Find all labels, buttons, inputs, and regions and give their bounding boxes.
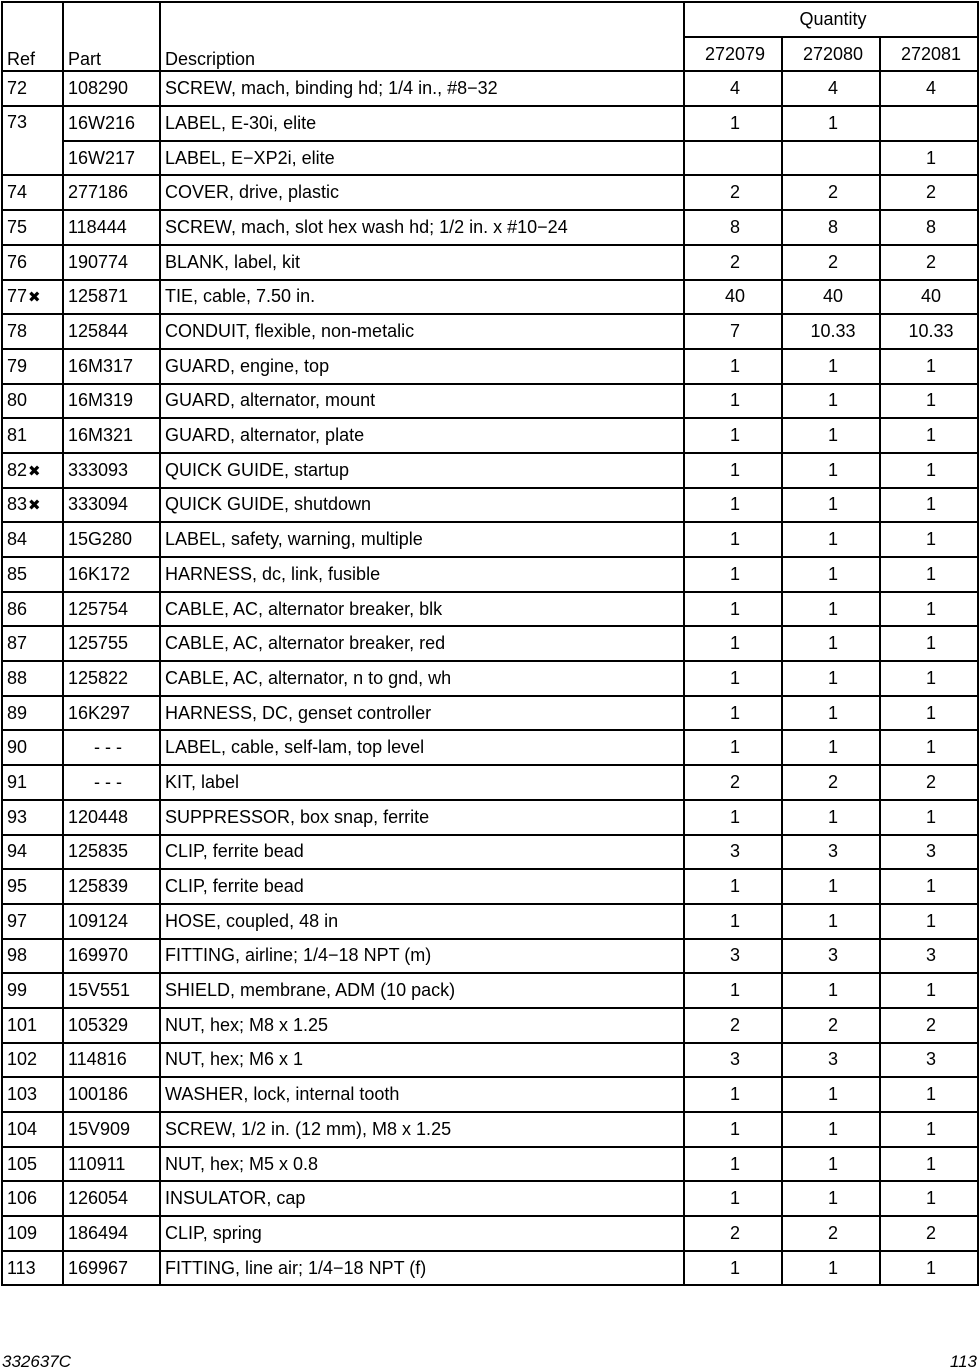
ref-cell (2, 626, 63, 661)
ref-number: 75 (7, 216, 28, 237)
header-row-top (2, 2, 978, 37)
table-row (2, 488, 978, 523)
part-number-cell: 277186 (63, 175, 160, 210)
description-cell: SCREW, mach, slot hex wash hd; 1/2 in. x #10−24 (160, 210, 684, 245)
quantity-cell-2: 1 (782, 904, 880, 939)
table-row (2, 106, 978, 141)
quantity-cell-1: 1 (684, 800, 782, 835)
description-cell: HARNESS, dc, link, fusible (160, 557, 684, 592)
quantity-cell-3: 1 (880, 522, 978, 557)
ref-number: 91 (7, 771, 28, 792)
ref-number: 99 (7, 980, 28, 1001)
table-row (2, 141, 978, 176)
table-row (2, 696, 978, 731)
description-cell: HARNESS, DC, genset controller (160, 696, 684, 731)
ref-number: 90 (7, 737, 28, 758)
table-row (2, 1008, 978, 1043)
quantity-cell-2: 2 (782, 245, 880, 280)
ref-number: 87 (7, 633, 28, 654)
quantity-cell-3: 1 (880, 904, 978, 939)
header-part: Part (63, 2, 160, 71)
part-number-cell: 126054 (63, 1181, 160, 1216)
quantity-cell-1: 3 (684, 835, 782, 870)
quantity-cell-2: 2 (782, 175, 880, 210)
quantity-cell-3: 1 (880, 973, 978, 1008)
part-number-cell: 16K297 (63, 696, 160, 731)
ref-number: 72 (7, 78, 28, 99)
ref-number: 97 (7, 910, 28, 931)
quantity-cell-1: 40 (684, 280, 782, 315)
quantity-cell-1: 1 (684, 1147, 782, 1182)
quantity-cell-1: 1 (684, 453, 782, 488)
description-cell: LABEL, E−XP2i, elite (160, 141, 684, 176)
quantity-cell-2: 40 (782, 280, 880, 315)
quantity-cell-3: 2 (880, 1216, 978, 1251)
parts-list-table (1, 1, 979, 1286)
table-row (2, 71, 978, 106)
ref-cell (2, 106, 63, 175)
ref-number: 74 (7, 182, 28, 203)
ref-cell (2, 349, 63, 384)
quantity-cell-3: 2 (880, 765, 978, 800)
part-number-cell: 16K172 (63, 557, 160, 592)
table-row (2, 349, 978, 384)
quantity-cell-2: 10.33 (782, 314, 880, 349)
quantity-cell-2: 1 (782, 349, 880, 384)
part-number-cell: 15V909 (63, 1112, 160, 1147)
document-number: 332637C (2, 1352, 72, 1371)
quantity-cell-3: 1 (880, 141, 978, 176)
quantity-cell-2: 1 (782, 973, 880, 1008)
description-cell: WASHER, lock, internal tooth (160, 1077, 684, 1112)
part-number-cell: 16W217 (63, 141, 160, 176)
quantity-cell-1: 1 (684, 973, 782, 1008)
header-ref: Ref (2, 2, 63, 71)
part-number-cell: 109124 (63, 904, 160, 939)
quantity-cell-2: 2 (782, 1008, 880, 1043)
ref-cell (2, 973, 63, 1008)
quantity-cell-1: 1 (684, 1181, 782, 1216)
ref-cell (2, 384, 63, 419)
part-number-cell: 105329 (63, 1008, 160, 1043)
quantity-cell-3: 4 (880, 71, 978, 106)
quantity-cell-2: 1 (782, 1112, 880, 1147)
quantity-cell-2: 1 (782, 106, 880, 141)
quantity-cell-1: 1 (684, 1251, 782, 1286)
quantity-cell-2: 3 (782, 835, 880, 870)
quantity-cell-1: 1 (684, 106, 782, 141)
ref-number: 104 (7, 1118, 38, 1139)
ref-number: 83 (7, 494, 28, 515)
quantity-cell-3: 1 (880, 869, 978, 904)
quantity-cell-3: 1 (880, 730, 978, 765)
ref-number: 84 (7, 529, 28, 550)
ref-number: 78 (7, 321, 28, 342)
description-cell: INSULATOR, cap (160, 1181, 684, 1216)
table-row (2, 245, 978, 280)
quantity-cell-2: 1 (782, 557, 880, 592)
ref-cell (2, 453, 63, 488)
quantity-cell-3: 2 (880, 245, 978, 280)
part-number-cell: 16M317 (63, 349, 160, 384)
table-row (2, 626, 978, 661)
ref-number: 80 (7, 390, 28, 411)
ref-number: 76 (7, 251, 28, 272)
part-number-cell: 100186 (63, 1077, 160, 1112)
table-row (2, 453, 978, 488)
ref-cell (2, 418, 63, 453)
quantity-cell-1: 1 (684, 592, 782, 627)
description-cell: KIT, label (160, 765, 684, 800)
ref-number: 73 (7, 112, 28, 133)
description-cell: NUT, hex; M6 x 1 (160, 1043, 684, 1078)
quantity-cell-2: 1 (782, 384, 880, 419)
table-row (2, 418, 978, 453)
part-number-cell: 16M321 (63, 418, 160, 453)
quantity-cell-1: 8 (684, 210, 782, 245)
table-row (2, 904, 978, 939)
part-number-cell: 169970 (63, 939, 160, 974)
table-row (2, 1147, 978, 1182)
not-shown-mark-icon: ✖ (28, 289, 41, 307)
part-number-cell: 125871 (63, 280, 160, 315)
ref-cell (2, 1043, 63, 1078)
ref-cell (2, 71, 63, 106)
ref-number: 103 (7, 1084, 38, 1105)
description-cell: BLANK, label, kit (160, 245, 684, 280)
description-cell: CLIP, ferrite bead (160, 835, 684, 870)
description-cell: CLIP, ferrite bead (160, 869, 684, 904)
description-cell: SHIELD, membrane, ADM (10 pack) (160, 973, 684, 1008)
part-number-cell: 333093 (63, 453, 160, 488)
quantity-cell-1: 2 (684, 1216, 782, 1251)
ref-number: 82 (7, 459, 28, 480)
not-shown-mark-icon: ✖ (28, 462, 41, 480)
table-row (2, 1043, 978, 1078)
table-row (2, 939, 978, 974)
quantity-cell-3: 1 (880, 418, 978, 453)
quantity-cell-1: 1 (684, 384, 782, 419)
ref-cell (2, 661, 63, 696)
quantity-cell-1: 1 (684, 522, 782, 557)
description-cell: COVER, drive, plastic (160, 175, 684, 210)
quantity-cell-1: 1 (684, 349, 782, 384)
table-row (2, 765, 978, 800)
quantity-cell-2: 1 (782, 488, 880, 523)
ref-cell (2, 1008, 63, 1043)
quantity-cell-3: 1 (880, 453, 978, 488)
table-row (2, 800, 978, 835)
header-model-3: 272081 (880, 37, 978, 72)
quantity-cell-1: 2 (684, 765, 782, 800)
description-cell: LABEL, cable, self-lam, top level (160, 730, 684, 765)
quantity-cell-1: 1 (684, 557, 782, 592)
ref-number: 113 (7, 1257, 36, 1278)
table-row (2, 1181, 978, 1216)
ref-number: 109 (7, 1222, 38, 1243)
ref-cell (2, 522, 63, 557)
table-row (2, 1077, 978, 1112)
quantity-cell-3: 1 (880, 661, 978, 696)
quantity-cell-3: 1 (880, 626, 978, 661)
quantity-cell-3: 1 (880, 800, 978, 835)
quantity-cell-3 (880, 106, 978, 141)
quantity-cell-2: 1 (782, 661, 880, 696)
part-number-cell: 190774 (63, 245, 160, 280)
part-number-cell: 114816 (63, 1043, 160, 1078)
table-row (2, 314, 978, 349)
ref-number: 95 (7, 876, 28, 897)
quantity-cell-2: 1 (782, 453, 880, 488)
ref-cell (2, 939, 63, 974)
quantity-cell-1: 1 (684, 488, 782, 523)
quantity-cell-3: 1 (880, 1112, 978, 1147)
quantity-cell-2: 1 (782, 522, 880, 557)
quantity-cell-2: 1 (782, 696, 880, 731)
quantity-cell-2: 1 (782, 592, 880, 627)
quantity-cell-3: 1 (880, 1077, 978, 1112)
ref-cell (2, 835, 63, 870)
table-row (2, 557, 978, 592)
description-cell: QUICK GUIDE, startup (160, 453, 684, 488)
table-row (2, 835, 978, 870)
description-cell: LABEL, E-30i, elite (160, 106, 684, 141)
ref-number: 86 (7, 598, 28, 619)
ref-number: 105 (7, 1153, 38, 1174)
quantity-cell-1: 1 (684, 1077, 782, 1112)
ref-number: 94 (7, 841, 28, 862)
description-cell: CLIP, spring (160, 1216, 684, 1251)
quantity-cell-2: 2 (782, 765, 880, 800)
table-row (2, 280, 978, 315)
header-model-2: 272080 (782, 37, 880, 72)
quantity-cell-3: 1 (880, 557, 978, 592)
quantity-cell-3: 1 (880, 592, 978, 627)
description-cell: SUPPRESSOR, box snap, ferrite (160, 800, 684, 835)
description-cell: CABLE, AC, alternator breaker, red (160, 626, 684, 661)
description-cell: NUT, hex; M5 x 0.8 (160, 1147, 684, 1182)
ref-number: 106 (7, 1188, 38, 1209)
quantity-cell-2: 1 (782, 1077, 880, 1112)
description-cell: HOSE, coupled, 48 in (160, 904, 684, 939)
quantity-cell-2 (782, 141, 880, 176)
part-number-cell: 125844 (63, 314, 160, 349)
quantity-cell-1: 1 (684, 626, 782, 661)
ref-number: 77 (7, 286, 28, 307)
quantity-cell-1: 4 (684, 71, 782, 106)
ref-cell (2, 175, 63, 210)
ref-cell (2, 1181, 63, 1216)
ref-cell (2, 800, 63, 835)
quantity-cell-3: 2 (880, 175, 978, 210)
description-cell: GUARD, alternator, plate (160, 418, 684, 453)
part-number-cell: 110911 (63, 1147, 160, 1182)
not-shown-mark-icon: ✖ (28, 497, 41, 515)
part-number-cell: 118444 (63, 210, 160, 245)
description-cell: TIE, cable, 7.50 in. (160, 280, 684, 315)
quantity-cell-1: 1 (684, 696, 782, 731)
part-number-cell: 16W216 (63, 106, 160, 141)
part-number-cell: 108290 (63, 71, 160, 106)
ref-cell (2, 488, 63, 523)
ref-cell (2, 869, 63, 904)
ref-cell (2, 592, 63, 627)
header-quantity: Quantity (684, 2, 978, 37)
ref-cell (2, 1112, 63, 1147)
description-cell: NUT, hex; M8 x 1.25 (160, 1008, 684, 1043)
quantity-cell-3: 1 (880, 1181, 978, 1216)
part-number-cell: 169967 (63, 1251, 160, 1286)
ref-cell (2, 557, 63, 592)
part-number-cell: 16M319 (63, 384, 160, 419)
table-row (2, 661, 978, 696)
description-cell: LABEL, safety, warning, multiple (160, 522, 684, 557)
quantity-cell-2: 8 (782, 210, 880, 245)
ref-number: 93 (7, 806, 28, 827)
quantity-cell-3: 3 (880, 1043, 978, 1078)
quantity-cell-1: 1 (684, 418, 782, 453)
description-cell: GUARD, engine, top (160, 349, 684, 384)
part-number-cell: 15G280 (63, 522, 160, 557)
ref-number: 88 (7, 667, 28, 688)
ref-cell (2, 245, 63, 280)
quantity-cell-2: 1 (782, 800, 880, 835)
header-description: Description (160, 2, 684, 71)
quantity-cell-3: 1 (880, 384, 978, 419)
quantity-cell-1 (684, 141, 782, 176)
quantity-cell-1: 2 (684, 1008, 782, 1043)
table-row (2, 1251, 978, 1286)
quantity-cell-2: 1 (782, 730, 880, 765)
quantity-cell-1: 3 (684, 939, 782, 974)
quantity-cell-2: 4 (782, 71, 880, 106)
quantity-cell-1: 1 (684, 904, 782, 939)
part-number-cell: 120448 (63, 800, 160, 835)
part-number-cell: 125835 (63, 835, 160, 870)
table-row (2, 384, 978, 419)
part-number-cell: - - - (63, 765, 160, 800)
part-number-cell: 125839 (63, 869, 160, 904)
quantity-cell-2: 1 (782, 869, 880, 904)
table-row (2, 522, 978, 557)
quantity-cell-3: 10.33 (880, 314, 978, 349)
quantity-cell-2: 1 (782, 418, 880, 453)
table-row (2, 730, 978, 765)
ref-cell (2, 1251, 63, 1286)
ref-number: 81 (7, 425, 28, 446)
quantity-cell-3: 3 (880, 939, 978, 974)
quantity-cell-1: 1 (684, 1112, 782, 1147)
part-number-cell: 125754 (63, 592, 160, 627)
quantity-cell-3: 1 (880, 696, 978, 731)
table-row (2, 210, 978, 245)
quantity-cell-3: 1 (880, 1147, 978, 1182)
quantity-cell-1: 7 (684, 314, 782, 349)
quantity-cell-3: 1 (880, 488, 978, 523)
quantity-cell-1: 1 (684, 730, 782, 765)
quantity-cell-1: 2 (684, 245, 782, 280)
description-cell: FITTING, line air; 1/4−18 NPT (f) (160, 1251, 684, 1286)
table-row (2, 592, 978, 627)
description-cell: CABLE, AC, alternator, n to gnd, wh (160, 661, 684, 696)
ref-number: 98 (7, 945, 28, 966)
quantity-cell-3: 1 (880, 349, 978, 384)
part-number-cell: 333094 (63, 488, 160, 523)
quantity-cell-1: 2 (684, 175, 782, 210)
part-number-cell: 125822 (63, 661, 160, 696)
quantity-cell-3: 40 (880, 280, 978, 315)
part-number-cell: 186494 (63, 1216, 160, 1251)
quantity-cell-2: 3 (782, 1043, 880, 1078)
header-model-1: 272079 (684, 37, 782, 72)
ref-cell (2, 730, 63, 765)
description-cell: CONDUIT, flexible, non-metalic (160, 314, 684, 349)
table-row (2, 175, 978, 210)
parts-rows (2, 71, 978, 1285)
quantity-cell-2: 1 (782, 626, 880, 661)
ref-cell (2, 1077, 63, 1112)
table-row (2, 1112, 978, 1147)
description-cell: QUICK GUIDE, shutdown (160, 488, 684, 523)
table-row (2, 973, 978, 1008)
quantity-cell-2: 1 (782, 1251, 880, 1286)
ref-cell (2, 765, 63, 800)
ref-cell (2, 904, 63, 939)
quantity-cell-3: 1 (880, 1251, 978, 1286)
ref-cell (2, 696, 63, 731)
part-number-cell: 15V551 (63, 973, 160, 1008)
quantity-cell-3: 2 (880, 1008, 978, 1043)
ref-cell (2, 1147, 63, 1182)
ref-cell (2, 1216, 63, 1251)
description-cell: SCREW, 1/2 in. (12 mm), M8 x 1.25 (160, 1112, 684, 1147)
quantity-cell-1: 1 (684, 661, 782, 696)
quantity-cell-2: 1 (782, 1147, 880, 1182)
ref-number: 79 (7, 355, 28, 376)
quantity-cell-3: 3 (880, 835, 978, 870)
table-row (2, 869, 978, 904)
part-number-cell: - - - (63, 730, 160, 765)
table-row (2, 1216, 978, 1251)
ref-cell (2, 210, 63, 245)
part-number-cell: 125755 (63, 626, 160, 661)
ref-number: 85 (7, 563, 28, 584)
quantity-cell-2: 1 (782, 1181, 880, 1216)
quantity-cell-3: 8 (880, 210, 978, 245)
ref-number: 89 (7, 702, 28, 723)
ref-cell (2, 280, 63, 315)
quantity-cell-1: 1 (684, 869, 782, 904)
quantity-cell-2: 3 (782, 939, 880, 974)
description-cell: CABLE, AC, alternator breaker, blk (160, 592, 684, 627)
page-number: 113 (949, 1352, 977, 1371)
ref-number: 101 (7, 1014, 38, 1035)
ref-number: 102 (7, 1049, 38, 1070)
ref-cell (2, 314, 63, 349)
description-cell: GUARD, alternator, mount (160, 384, 684, 419)
quantity-cell-1: 3 (684, 1043, 782, 1078)
description-cell: FITTING, airline; 1/4−18 NPT (m) (160, 939, 684, 974)
quantity-cell-2: 2 (782, 1216, 880, 1251)
description-cell: SCREW, mach, binding hd; 1/4 in., #8−32 (160, 71, 684, 106)
